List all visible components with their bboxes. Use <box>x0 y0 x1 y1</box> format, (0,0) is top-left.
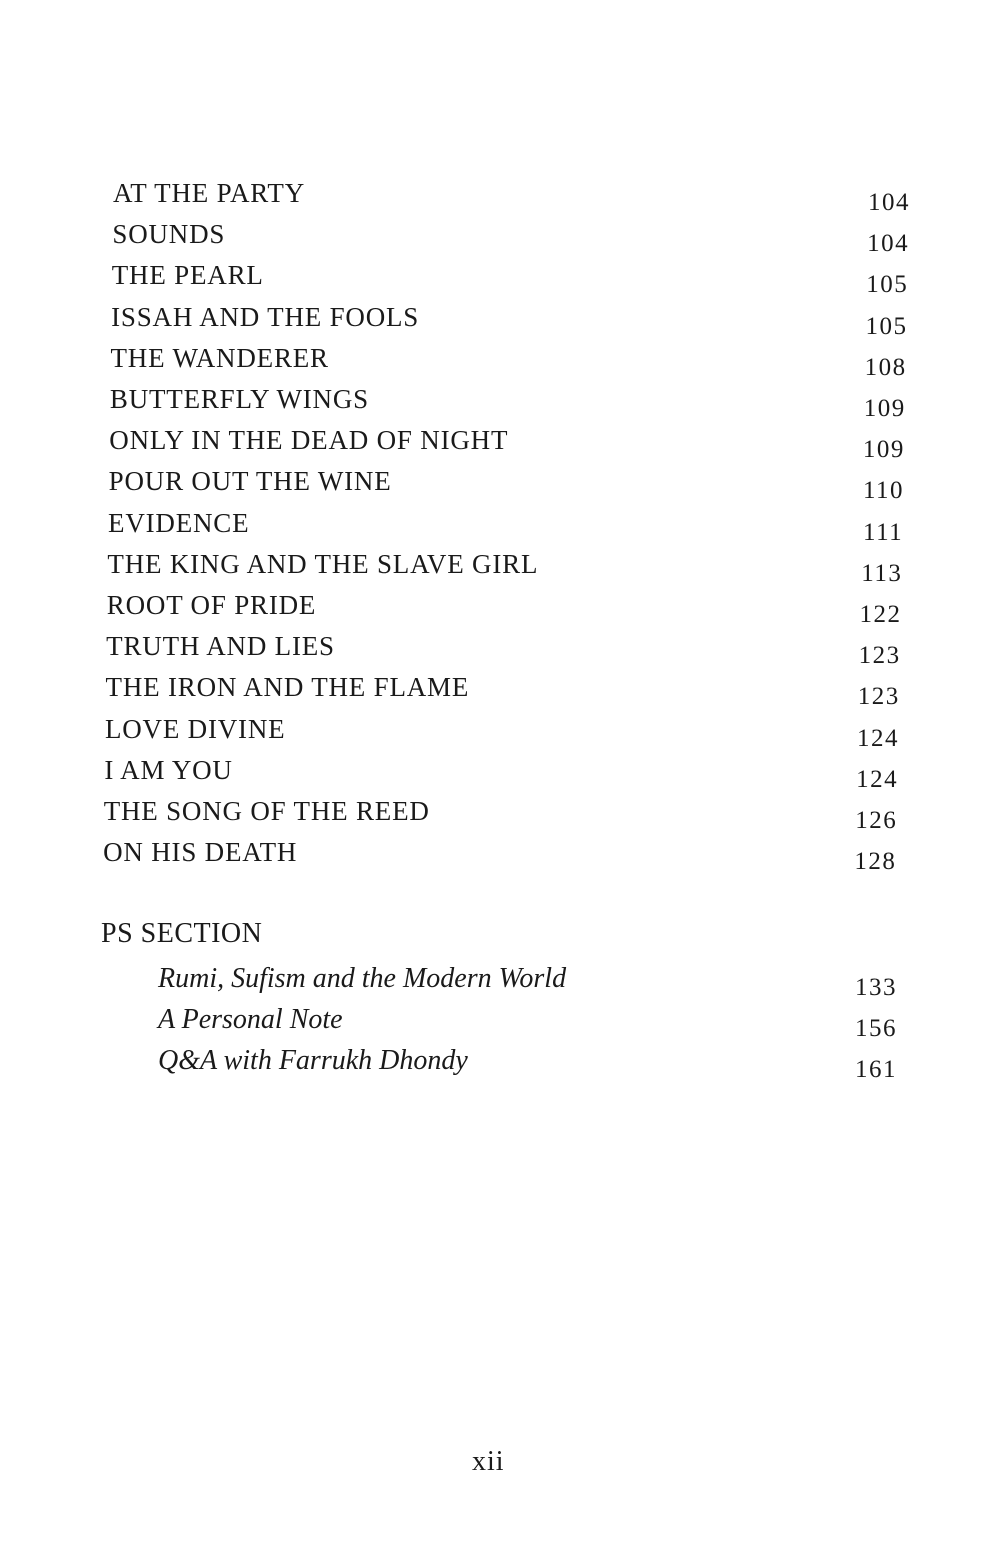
toc-entry-page: 109 <box>863 395 906 422</box>
toc-entry-title: SOUNDS <box>112 219 226 250</box>
toc-entry-page: 128 <box>854 848 897 876</box>
toc-entry-page: 123 <box>858 642 901 670</box>
toc-entry-title: THE KING AND THE SLAVE GIRL <box>107 548 539 579</box>
toc-entry-page: 104 <box>868 189 910 216</box>
toc-entry-page: 113 <box>861 559 903 587</box>
toc-entry-title: LOVE DIVINE <box>104 713 286 744</box>
toc-entry-page: 108 <box>864 353 907 381</box>
toc-entry-page: 110 <box>862 477 905 505</box>
toc-entry-page: 105 <box>865 312 908 340</box>
toc-entry-title: EVIDENCE <box>108 507 250 538</box>
toc-entry-title: THE PEARL <box>111 260 264 291</box>
toc-entry-page: 122 <box>859 601 902 628</box>
toc-entry-title: ISSAH AND THE FOOLS <box>111 301 420 332</box>
toc-entry-title: ON HIS DEATH <box>103 837 298 868</box>
toc-entry-title: THE WANDERER <box>110 342 329 373</box>
ps-entry-page: 156 <box>855 1015 897 1042</box>
toc-entry-page: 124 <box>856 765 899 793</box>
toc-entry-title: I AM YOU <box>104 754 233 785</box>
toc-entry-title: POUR OUT THE WINE <box>108 466 392 497</box>
toc-entry-page: 109 <box>862 436 905 464</box>
toc-entry-page: 123 <box>857 683 900 711</box>
toc-entry-title: ONLY IN THE DEAD OF NIGHT <box>109 425 509 456</box>
toc-entry-page: 105 <box>866 271 909 299</box>
toc-entry-title: THE IRON AND THE FLAME <box>105 672 470 703</box>
toc-entry-page: 124 <box>856 724 899 752</box>
ps-entry-page: 161 <box>855 1056 897 1083</box>
toc-entry-title: THE SONG OF THE REED <box>103 796 430 826</box>
toc-entry-title: AT THE PARTY <box>113 178 306 208</box>
toc-entry-title: BUTTERFLY WINGS <box>109 384 369 414</box>
page-number-folio: xii <box>472 1446 505 1477</box>
ps-entry-title: Rumi, Sufism and the Modern World <box>158 963 567 994</box>
ps-entry-title: Q&A with Farrukh Dhondy <box>158 1045 468 1076</box>
toc-entry-title: TRUTH AND LIES <box>106 631 335 662</box>
toc-entry-page: 104 <box>867 230 910 258</box>
toc-entry-page: 111 <box>863 518 904 546</box>
toc-entry-title: ROOT OF PRIDE <box>106 590 317 620</box>
ps-entry-title: A Personal Note <box>158 1004 343 1035</box>
ps-section-heading: PS SECTION <box>101 918 263 949</box>
toc-entry-page: 126 <box>855 807 898 834</box>
ps-entry-page: 133 <box>855 974 897 1001</box>
